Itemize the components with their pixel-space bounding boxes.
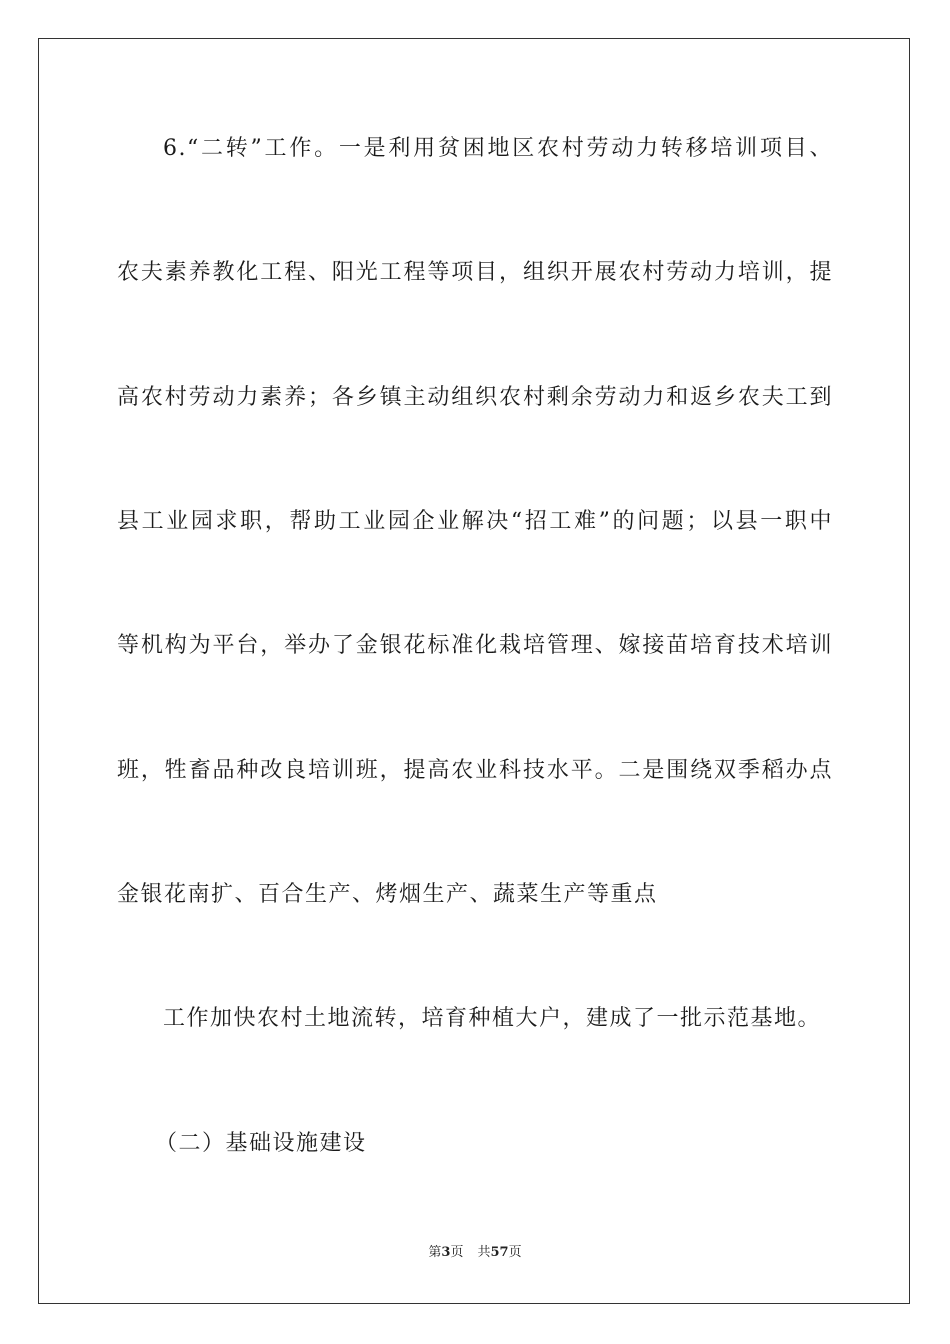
footer-page-suffix: 页 <box>450 1245 464 1260</box>
paragraph-line-2: 农夫素养教化工程、阳光工程等项目，组织开展农村劳动力培训，提 <box>117 260 833 285</box>
paragraph-line-4: 县工业园求职，帮助工业园企业解决“招工难”的问题；以县一职中 <box>117 509 833 534</box>
paragraph-line-1: 6.“二转”工作。一是利用贫困地区农村劳动力转移培训项目、 <box>163 136 833 161</box>
paragraph-line-5: 等机构为平台，举办了金银花标准化栽培管理、嫁接苗培育技术培训 <box>117 633 833 658</box>
footer-total-prefix: 共 <box>477 1245 491 1260</box>
page-border <box>38 38 910 1304</box>
paragraph-line-3: 高农村劳动力素养；各乡镇主动组织农村剩余劳动力和返乡农夫工到 <box>117 385 833 410</box>
footer-total-suffix: 页 <box>508 1245 522 1260</box>
footer-page-number: 3 <box>441 1245 451 1260</box>
page-footer <box>0 1245 950 1261</box>
paragraph-line-6: 班，牲畜品种改良培训班，提高农业科技水平。二是围绕双季稻办点 <box>117 758 833 783</box>
footer-total-pages: 57 <box>490 1245 509 1260</box>
section-heading: （二）基础设施建设 <box>155 1131 367 1156</box>
paragraph-line-7: 金银花南扩、百合生产、烤烟生产、蔬菜生产等重点 <box>117 882 658 907</box>
footer-page-prefix: 第 <box>428 1245 442 1260</box>
paragraph-line-8: 工作加快农村土地流转，培育种植大户，建成了一批示范基地。 <box>163 1006 822 1031</box>
